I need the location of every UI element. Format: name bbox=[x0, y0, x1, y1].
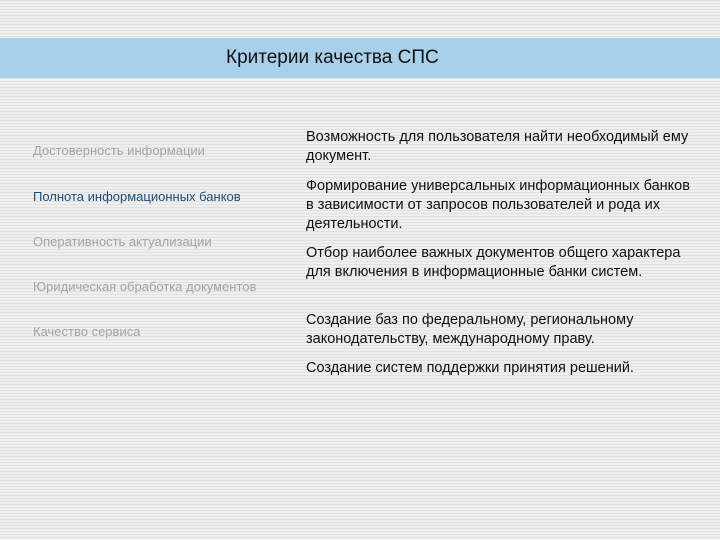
criterion-completeness: Полнота информационных банков bbox=[33, 189, 241, 204]
criterion-timeliness: Оперативность актуализации bbox=[33, 234, 212, 249]
criterion-reliability: Достоверность информации bbox=[33, 143, 205, 158]
description-item: Формирование универсальных информационных банков в зависимости от запросов пользователей и рода их деятельности. bbox=[306, 178, 690, 232]
description-item: Возможность для пользователя найти необходимый ему документ. bbox=[306, 129, 689, 164]
description-item: Создание систем поддержки принятия решений. bbox=[306, 360, 634, 376]
criterion-service-quality: Качество сервиса bbox=[33, 324, 141, 339]
title-bar bbox=[0, 38, 720, 78]
description-item: Создание баз по федеральному, региональному законодательству, международному праву. bbox=[306, 312, 634, 347]
slide-title: Критерии качества СПС bbox=[226, 47, 439, 68]
criterion-legal-processing: Юридическая обработка документов bbox=[33, 279, 257, 294]
description-item: Отбор наиболее важных документов общего характера для включения в информационные банки систем. bbox=[306, 245, 681, 280]
